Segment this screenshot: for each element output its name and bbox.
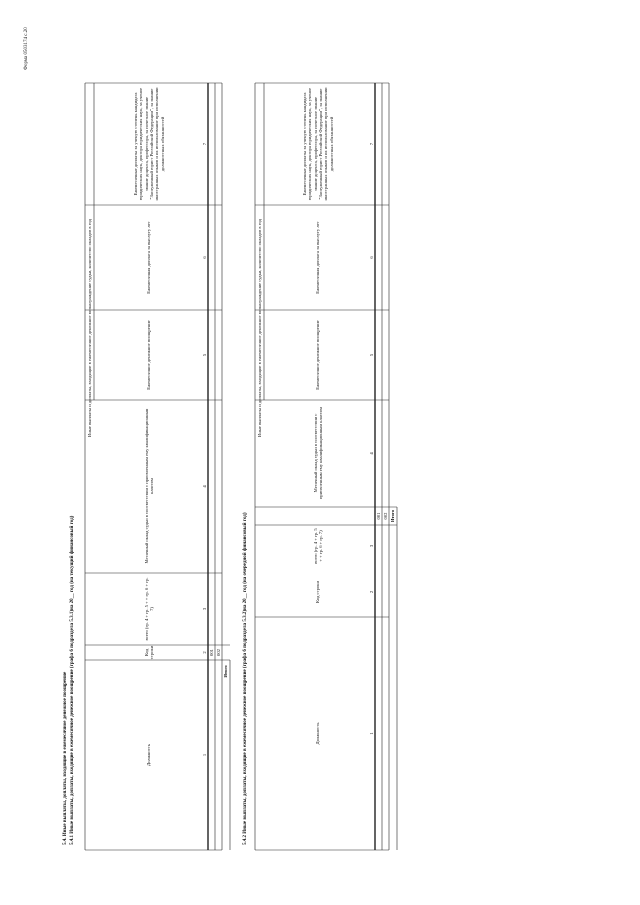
table2-num-5: 5 xyxy=(369,353,375,357)
table2-col-code: Код строки xyxy=(315,581,321,603)
table2-col-7: Ежемесячные доплаты за ученую степень кандидата юридических наук, доктора юридических наук, за ученое звание доцента, профессора, за почетное звание "Заслуженный юрист Российской Федерации", за знание иностранных языков и их использование при исполнении должностных обязанностей xyxy=(302,87,334,201)
table1-num-3: 3 xyxy=(202,607,208,611)
table2-group-header: Иные выплаты и доплаты, входящие в ежемесячное денежное вознаграждение судьи, количество окладов в год xyxy=(256,219,262,437)
table2-row-2-code: 002 xyxy=(382,512,388,520)
table1-col-position: Должность xyxy=(146,744,152,766)
table2-total-label: Итого xyxy=(390,509,396,523)
table1-col-code: Код строки xyxy=(143,645,154,660)
table1-num-4: 4 xyxy=(202,485,208,488)
table2-col-position: Должность xyxy=(315,722,321,745)
table2-num-3: 3 xyxy=(369,544,375,548)
table1-row-1-code: 001 xyxy=(208,649,214,656)
table1-col-5: Ежемесячное денежное поощрение xyxy=(146,320,152,390)
table1-num-6: 6 xyxy=(202,256,208,259)
table1-group-header: Иные выплаты и доплаты, входящие в ежемесячное денежное вознаграждение судьи, количество окладов в год xyxy=(86,219,92,437)
table1-col-total: всего (гр. 4 + гр. 5 + + гр. 6 + гр. 7) xyxy=(143,577,154,641)
table1-caption: 5.4.1 Иные выплаты, доплаты, входящие в ежемесячное денежное поощрение (графа 6 подраздела 5.3.1)на 20__ год (на текущий финансовый год) xyxy=(70,515,75,845)
table1-col-7: Ежемесячные доплаты за ученую степень кандидата юридических наук, доктора юридических наук, за ученое звание доцента, профессора, за почетное звание "Заслуженный юрист Российской Федерации", за знание иностранных языков и их использование при исполнении должностных обязанностей xyxy=(133,87,165,201)
table2-col-6: Ежемесячная доплата за выслугу лет xyxy=(315,221,321,294)
table2-col-4: Месячный оклад судьи в соответствии с присвоенным ему квалификационным классом xyxy=(312,406,323,500)
form-code: Форма 0503174 с.20 xyxy=(24,27,29,70)
table1-row-2-code: 002 xyxy=(215,649,221,656)
table1-total-label: Итого xyxy=(223,665,229,678)
table1-col-6: Ежемесячная доплата за выслугу лет xyxy=(146,221,152,294)
table2-caption: 5.4.2 Иные выплаты, доплаты, входящие в ежемесячное денежное поощрение (графа 6 подраздела 5.3.2)на 20__ год (на очередной финансовый год) xyxy=(243,512,248,845)
table2-col-total: всего (гр. 4 + гр. 5 + + гр. 6 + гр. 7) xyxy=(312,528,323,564)
table2-num-4: 4 xyxy=(369,452,375,455)
table2-num-7: 7 xyxy=(369,142,375,146)
table2-num-1: 1 xyxy=(369,732,375,735)
table1-num-7: 7 xyxy=(202,142,208,146)
table2-num-6: 6 xyxy=(369,256,375,259)
table1-num-2: 2 xyxy=(202,651,208,654)
table1-num-1: 1 xyxy=(202,753,208,757)
table2-col-5: Ежемесячное денежное поощрение xyxy=(315,320,321,390)
table1-num-5: 5 xyxy=(202,353,208,357)
section-title: 5.4. Иные выплаты, доплаты, входящие в ежемесячное денежное поощрение xyxy=(63,671,68,845)
table2-num-2: 2 xyxy=(369,590,375,594)
table2-row-1-code: 001 xyxy=(375,512,381,520)
table1-col-4: Месячный оклад судьи в соответствии с присвоенным ему квалификационным классом xyxy=(143,408,154,564)
